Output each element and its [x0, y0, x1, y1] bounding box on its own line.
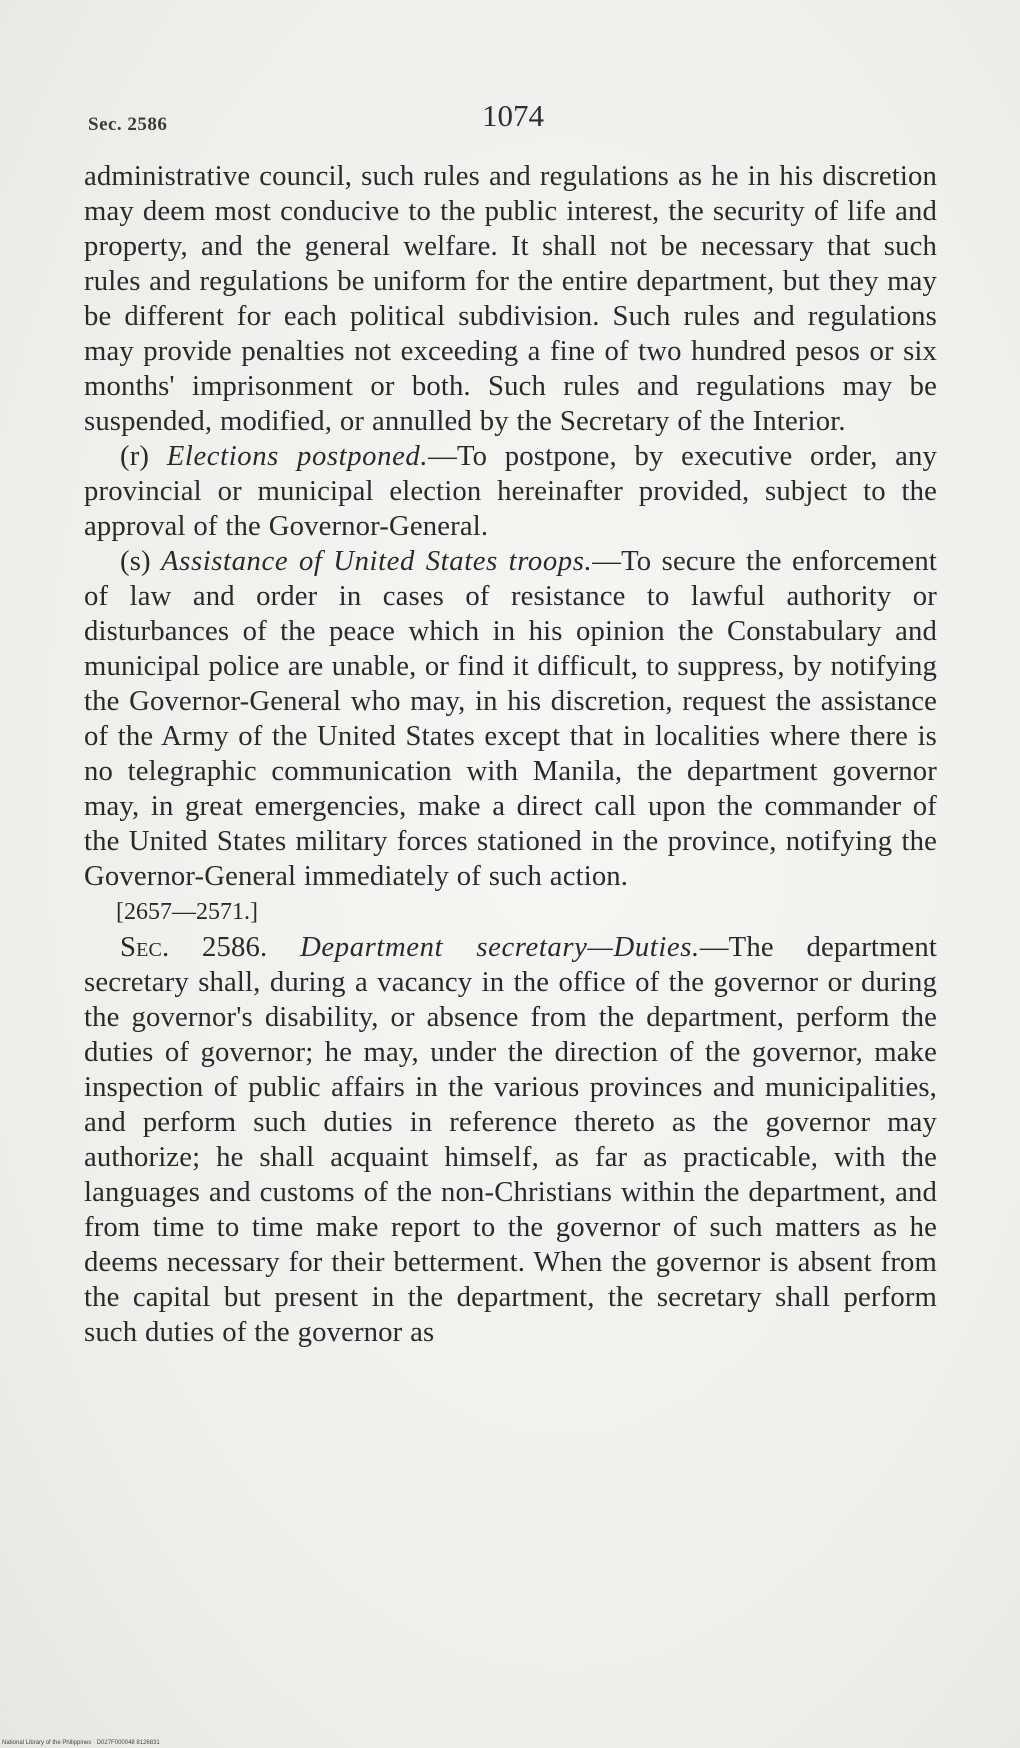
- clause-marker: (s): [120, 545, 162, 577]
- clause-marker: (r): [120, 440, 167, 472]
- page-body: [84, 159, 937, 1350]
- section-label: Sec. 2586: [88, 114, 168, 135]
- page-header: [0, 0, 1020, 150]
- paragraph-section-2586: [84, 930, 937, 1350]
- clause-text: —To postpone, by executive order, any provincial or municipal election hereinafter provided, subject to the approval of the Governor-General.: [84, 440, 938, 542]
- section-heading: Department secretary—Duties.: [300, 931, 700, 963]
- clause-heading: Elections postponed.: [166, 440, 429, 472]
- section-abbrev: Sec: [120, 931, 162, 963]
- section-text: —The department secretary shall, during a vacancy in the office of the governor or during the governor's disability, or absence from the department, perform the duties of governor; he may, under the direction of the governor, make inspection of public affairs in the various provinces and municipalities, and perform such duties in reference thereto as the governor may authorize; he shall acquaint himself, as far as practicable, with the languages and customs of the non-Christians within the department, and from time to time make report to the governor of such matters as he deems necessary for their betterment. When the governor is absent from the capital but present in the department, the secretary shall perform such duties of the governor as: [84, 931, 937, 1348]
- library-watermark: National Library of the Philippines · D027F000048 8126831: [2, 1740, 160, 1746]
- section-number: . 2586.: [161, 931, 301, 963]
- paragraph-elections-postponed: [84, 439, 937, 544]
- page-number: 1074: [482, 98, 544, 133]
- clause-text: —To secure the enforcement of law and order in cases of resistance to lawful authority or disturbances of the peace which in his opinion the Constabulary and municipal police are unable, or find it difficult, to suppress, by notifying the Governor-General who may, in his discretion, request the assistance of the Army of the United States except that in localities where there is no telegraphic communication with Manila, the department governor may, in great emergencies, make a direct call upon the commander of the United States military forces stationed in the province, notifying the Governor-General immediately of such action.: [84, 545, 937, 892]
- paragraph-assistance-troops: [84, 544, 937, 894]
- clause-heading: Assistance of United States troops.: [161, 545, 593, 577]
- source-reference: [2657—2571.]: [116, 899, 258, 925]
- paragraph-council-rules: administrative council, such rules and regulations as he in his discretion may deem most conducive to the public interest, the security of life and property, and the general welfare. It shall not be necessary that such rules and regulations be uniform for the entire department, but they may be different for each political subdivision. Such rules and regulations may provide penalties not exceeding a fine of two hundred pesos or six months' imprisonment or both. Such rules and regulations may be suspended, modified, or annulled by the Secretary of the Interior.: [84, 160, 937, 437]
